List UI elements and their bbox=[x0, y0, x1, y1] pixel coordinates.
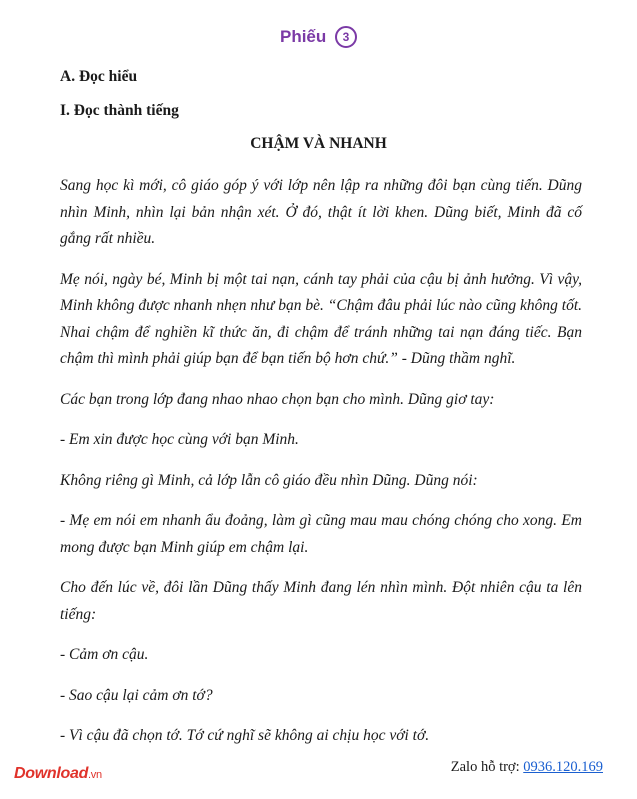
story-paragraph: Không riêng gì Minh, cả lớp lẫn cô giáo đều nhìn Dũng. Dũng nói: bbox=[60, 471, 478, 489]
story-body bbox=[60, 173, 582, 764]
section-heading-a: A. Đọc hiểu bbox=[60, 68, 138, 85]
story-paragraph: Cho đến lúc về, đôi lần Dũng thấy Minh đang lén nhìn mình. Đột nhiên cậu ta lên tiếng: bbox=[60, 579, 582, 623]
story-paragraph: - Em xin được học cùng với bạn Minh. bbox=[60, 431, 299, 448]
story-paragraph: Sang học kì mới, cô giáo góp ý với lớp nên lập ra những đôi bạn cùng tiến. Dũng nhìn Minh, nhìn lại bản nhận xét. Ở đó, thật ít lời khen. Dũng biết, Minh đã cố gắng rất nhiều. bbox=[60, 177, 582, 247]
story-paragraph: - Cảm ơn cậu. bbox=[60, 646, 149, 663]
story-title: CHẬM VÀ NHANH bbox=[250, 135, 387, 152]
phone-link[interactable]: 0936.120.169 bbox=[523, 759, 603, 775]
zalo-label: Zalo hỗ trợ: bbox=[450, 759, 524, 775]
worksheet-title bbox=[0, 26, 637, 48]
download-logo[interactable] bbox=[14, 765, 102, 783]
story-paragraph: - Mẹ em nói em nhanh ẩu đoảng, làm gì cũng mau mau chóng chóng cho xong. Em mong được bạn Minh giúp em chậm lại. bbox=[60, 512, 582, 556]
worksheet-number-badge: 3 bbox=[335, 26, 357, 48]
story-paragraph: - Vì cậu đã chọn tớ. Tớ cứ nghĩ sẽ không ai chịu học với tớ. bbox=[60, 727, 430, 744]
section-heading-i: I. Đọc thành tiếng bbox=[60, 102, 179, 119]
story-paragraph: Mẹ nói, ngày bé, Minh bị một tai nạn, cánh tay phải của cậu bị ảnh hưởng. Vì vậy, Minh không được nhanh nhẹn như bạn bè. “Chậm đâu phải lúc nào cũng không tốt. Nhai chậm để nghiền kĩ thức ăn, đi chậm để tránh những tai nạn đáng tiếc. Bạn chậm thì mình phải giúp bạn để bạn tiến bộ hơn chứ.” - Dũng thầm nghĩ. bbox=[60, 270, 582, 367]
logo-text: Download bbox=[14, 765, 89, 782]
story-paragraph: - Sao cậu lại cảm ơn tớ? bbox=[60, 686, 213, 704]
worksheet-title-text: Phiếu bbox=[279, 27, 327, 46]
logo-tld: .vn bbox=[88, 769, 102, 781]
story-paragraph: Các bạn trong lớp đang nhao nhao chọn bạn cho mình. Dũng giơ tay: bbox=[60, 390, 495, 408]
zalo-support bbox=[451, 759, 603, 776]
